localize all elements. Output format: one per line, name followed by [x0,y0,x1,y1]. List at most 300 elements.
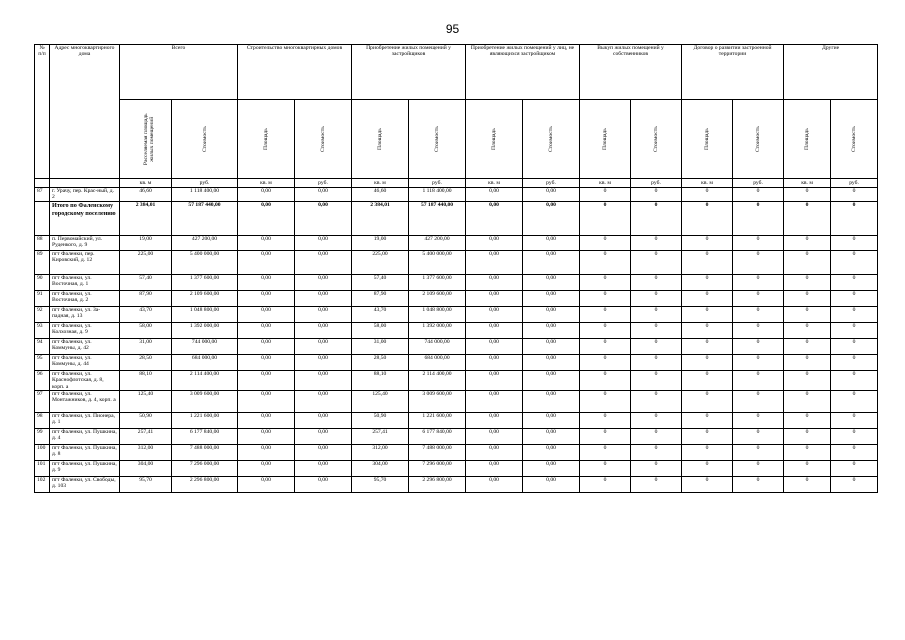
unit-cell: кв. м [120,179,172,188]
row-value-cell: 0,00 [295,323,352,339]
row-value-cell: 0 [682,307,733,323]
table-body [35,179,878,493]
row-value-cell: 0 [831,428,878,444]
row-value-cell: 0 [733,371,784,391]
row-value-cell: 0 [580,390,631,412]
row-value-cell: 0,00 [295,202,352,236]
row-index [35,202,50,236]
table-row [35,412,878,428]
subheader-area-text: Площадь [803,128,810,150]
row-value-cell: 0 [631,275,682,291]
row-value-cell: 43,70 [120,307,172,323]
row-value-cell: 0 [682,476,733,492]
row-value-cell: 0,00 [466,412,523,428]
row-value-cell: 0,00 [295,390,352,412]
subheader-cost [631,100,682,179]
row-index: 95 [35,355,50,371]
row-value-cell: 46,60 [352,188,409,202]
row-address: пгт Фаленки, ул. Восточная, д. 1 [50,275,120,291]
row-value-cell: 0 [733,390,784,412]
row-value-cell: 0,00 [238,291,295,307]
row-value-cell: 0 [784,428,831,444]
row-value-cell: 1 377 600,00 [172,275,238,291]
subheader-cost-text: Стоимость [652,126,659,152]
table-row [35,291,878,307]
row-value-cell: 6 177 840,00 [172,428,238,444]
row-value-cell: 0,00 [466,291,523,307]
row-value-cell: 0 [733,307,784,323]
row-value-cell: 0 [580,355,631,371]
row-value-cell: 684 000,00 [409,355,466,371]
unit-cell: руб. [523,179,580,188]
row-value-cell: 0 [682,428,733,444]
subheader-area [682,100,733,179]
row-value-cell: 0 [580,460,631,476]
row-value-cell: 0,00 [466,307,523,323]
row-value-cell: 0,00 [238,371,295,391]
subheader-area [580,100,631,179]
row-value-cell: 0 [784,236,831,251]
row-value-cell: 0,00 [523,188,580,202]
row-value-cell: 0 [580,275,631,291]
row-value-cell: 57,40 [352,275,409,291]
row-value-cell: 0 [733,355,784,371]
row-value-cell: 0 [784,323,831,339]
row-value-cell: 257,41 [352,428,409,444]
row-value-cell: 57 187 440,00 [409,202,466,236]
subheader-cost [523,100,580,179]
page-number: 95 [445,22,460,36]
row-value-cell: 0,00 [238,188,295,202]
row-value-cell: 0 [631,371,682,391]
header-row-groups [35,45,878,100]
row-value-cell: 2 296 800,00 [409,476,466,492]
row-value-cell: 0 [682,390,733,412]
row-value-cell: 0,00 [523,355,580,371]
row-value-cell: 0 [631,236,682,251]
row-value-cell: 2 114 400,00 [172,371,238,391]
unit-cell: руб. [295,179,352,188]
row-value-cell: 87,90 [352,291,409,307]
row-value-cell: 0,00 [295,460,352,476]
row-value-cell: 1 048 800,00 [172,307,238,323]
row-value-cell: 312,00 [120,444,172,460]
row-value-cell: 0 [784,412,831,428]
subheader-area-text: Площадь [262,128,269,150]
row-value-cell: 95,70 [120,476,172,492]
unit-cell: кв. м [580,179,631,188]
row-value-cell: 0 [631,476,682,492]
row-value-cell: 19,00 [352,236,409,251]
row-value-cell: 0 [580,202,631,236]
row-value-cell: 46,60 [120,188,172,202]
row-value-cell: 19,00 [120,236,172,251]
row-value-cell: 0 [733,428,784,444]
table-row [35,444,878,460]
row-value-cell: 50,90 [120,412,172,428]
row-index: 89 [35,251,50,275]
row-value-cell: 0,00 [523,291,580,307]
row-value-cell: 0 [580,371,631,391]
table-row [35,390,878,412]
row-value-cell: 2 296 800,00 [172,476,238,492]
row-value-cell: 0 [784,291,831,307]
row-index: 100 [35,444,50,460]
row-value-cell: 304,00 [120,460,172,476]
row-index: 94 [35,339,50,355]
units-row [35,179,878,188]
row-value-cell: 225,00 [120,251,172,275]
row-index: 91 [35,291,50,307]
row-value-cell: 0,00 [466,460,523,476]
row-value-cell: 1 048 800,00 [409,307,466,323]
row-address: пгт Фаленки, ул. За-падная, д. 13 [50,307,120,323]
row-value-cell: 3 009 600,00 [409,390,466,412]
row-value-cell: 0,00 [238,251,295,275]
row-value-cell: 0 [784,188,831,202]
row-value-cell: 1 392 000,00 [172,323,238,339]
row-value-cell: 7 488 000,00 [172,444,238,460]
row-value-cell: 0 [631,428,682,444]
header-group-buyout: Выкуп жилых помещений у собственников [580,45,682,100]
row-value-cell: 0 [580,476,631,492]
row-value-cell: 0 [580,428,631,444]
row-value-cell: 0,00 [295,412,352,428]
row-value-cell: 427 200,00 [172,236,238,251]
row-value-cell: 0,00 [466,339,523,355]
row-value-cell: 684 000,00 [172,355,238,371]
row-index: 97 [35,390,50,412]
subheader-cost [172,100,238,179]
row-value-cell: 0 [831,323,878,339]
subheader-cost-text: Стоимость [754,126,761,152]
row-value-cell: 0 [784,476,831,492]
header-group-development: Договор о развитии застроенной территории [682,45,784,100]
row-value-cell: 7 488 000,00 [409,444,466,460]
row-value-cell: 7 296 000,00 [172,460,238,476]
row-index: 101 [35,460,50,476]
row-index: 99 [35,428,50,444]
row-address: п. Первомайский, ул. Руденкого, д. 9 [50,236,120,251]
table-row [35,460,878,476]
row-value-cell: 0 [580,251,631,275]
row-value-cell: 744 000,00 [409,339,466,355]
row-value-cell: 0 [784,444,831,460]
row-value-cell: 0 [631,251,682,275]
resettlement-table [34,44,878,493]
row-value-cell: 88,10 [352,371,409,391]
row-value-cell: 0,00 [466,444,523,460]
row-value-cell: 0,00 [295,251,352,275]
subheader-total-area [120,100,172,179]
table-row [35,275,878,291]
row-value-cell: 0,00 [523,460,580,476]
row-value-cell: 0 [733,476,784,492]
table-row-total [35,202,878,236]
row-value-cell: 50,90 [352,412,409,428]
row-value-cell: 0,00 [238,444,295,460]
subheader-area-text: Площадь [601,128,608,150]
row-value-cell: 3 009 600,00 [172,390,238,412]
row-value-cell: 2 109 600,00 [172,291,238,307]
row-value-cell: 31,00 [352,339,409,355]
row-value-cell: 0 [831,444,878,460]
row-value-cell: 0 [733,291,784,307]
row-value-cell: 0 [682,339,733,355]
row-value-cell: 0 [631,412,682,428]
header-group-purchase-others: Приобретение жилых помещений у лиц, не являющихся застройщиком [466,45,580,100]
table-row [35,323,878,339]
row-value-cell: 0,00 [238,339,295,355]
row-value-cell: 0,00 [295,444,352,460]
row-value-cell: 0 [831,291,878,307]
row-value-cell: 58,00 [120,323,172,339]
row-value-cell: 0,00 [523,236,580,251]
row-value-cell: 0,00 [238,390,295,412]
row-value-cell: 0 [733,460,784,476]
row-value-cell: 31,00 [120,339,172,355]
unit-cell: кв. м [784,179,831,188]
row-value-cell: 57,40 [120,275,172,291]
row-value-cell: 0,00 [466,202,523,236]
table-row [35,371,878,391]
table-row [35,307,878,323]
row-value-cell: 0 [682,371,733,391]
row-value-cell: 0,00 [523,371,580,391]
row-address: пгт Фаленки, ул. Коммуны, д. 42 [50,339,120,355]
row-value-cell: 0,00 [466,428,523,444]
row-value-cell: 0 [784,355,831,371]
unit-cell: руб. [733,179,784,188]
row-value-cell: 0,00 [238,355,295,371]
row-address: г. Урачу, пер. Крас-ный, д. 2 [50,188,120,202]
row-value-cell: 0 [733,412,784,428]
row-value-cell: 95,70 [352,476,409,492]
row-value-cell: 0 [733,444,784,460]
row-value-cell: 0 [682,236,733,251]
row-value-cell: 1 377 600,00 [409,275,466,291]
subheader-cost-text: Стоимость [547,126,554,152]
table-row [35,251,878,275]
subheader-cost-text: Стоимость [201,126,208,152]
row-value-cell: 0,00 [466,251,523,275]
row-value-cell: 0 [631,307,682,323]
row-value-cell: 0,00 [523,275,580,291]
row-value-cell: 0 [580,412,631,428]
row-value-cell: 0 [580,307,631,323]
row-value-cell: 1 118 400,00 [172,188,238,202]
row-value-cell: 1 221 600,00 [409,412,466,428]
row-value-cell: 0 [831,236,878,251]
row-value-cell: 0 [631,323,682,339]
subheader-area-text: Площадь [490,128,497,150]
units-cell-blank [50,179,120,188]
row-value-cell: 0,00 [523,202,580,236]
row-value-cell: 0,00 [466,355,523,371]
row-value-cell: 0,00 [238,275,295,291]
row-value-cell: 0,00 [238,412,295,428]
row-value-cell: 57 187 440,00 [172,202,238,236]
row-value-cell: 0,00 [295,339,352,355]
row-value-cell: 0,00 [295,476,352,492]
row-value-cell: 0,00 [466,188,523,202]
row-value-cell: 0 [631,339,682,355]
subheader-cost [295,100,352,179]
row-value-cell: 0 [831,355,878,371]
row-value-cell: 0,00 [466,476,523,492]
row-value-cell: 257,41 [120,428,172,444]
row-value-cell: 0,00 [523,251,580,275]
row-value-cell: 0 [831,188,878,202]
subheader-cost-text: Стоимость [850,126,857,152]
header-group-construction: Строительство многоквартирных домов [238,45,352,100]
row-value-cell: 0,00 [523,323,580,339]
subheader-cost [409,100,466,179]
row-value-cell: 0 [831,476,878,492]
row-value-cell: 0 [784,390,831,412]
row-index: 87 [35,188,50,202]
subheader-cost [733,100,784,179]
row-address: пгт Фаленки, ул. Монтажников, д. 4, корп. а [50,390,120,412]
row-index: 93 [35,323,50,339]
row-value-cell: 304,00 [352,460,409,476]
row-value-cell: 0 [580,444,631,460]
row-value-cell: 5 400 000,00 [172,251,238,275]
row-address: пгт Фаленки, ул. Свободы, д. 103 [50,476,120,492]
row-value-cell: 0 [631,444,682,460]
unit-cell: руб. [631,179,682,188]
row-value-cell: 0 [784,275,831,291]
unit-cell: кв. м [352,179,409,188]
row-value-cell: 0 [784,460,831,476]
subheader-total-area-text: Расселяемая площадь жилых помещений [142,113,155,165]
row-index: 102 [35,476,50,492]
row-value-cell: 0,00 [295,291,352,307]
units-cell-blank [35,179,50,188]
row-value-cell: 0 [580,236,631,251]
row-value-cell: 1 221 600,00 [172,412,238,428]
row-value-cell: 0,00 [295,307,352,323]
row-value-cell: 0 [631,460,682,476]
row-value-cell: 0,00 [238,307,295,323]
subheader-cost-text: Стоимость [319,126,326,152]
unit-cell: руб. [172,179,238,188]
row-value-cell: 0 [831,307,878,323]
row-address: пгт Фаленки, ул. Пушкина, д. 4 [50,428,120,444]
row-value-cell: 225,00 [352,251,409,275]
row-value-cell: 0,00 [466,236,523,251]
row-index: 98 [35,412,50,428]
subheader-area [352,100,409,179]
row-value-cell: 427 200,00 [409,236,466,251]
row-value-cell: 0 [682,251,733,275]
unit-cell: руб. [831,179,878,188]
row-value-cell: 0 [682,444,733,460]
row-value-cell: 43,70 [352,307,409,323]
row-value-cell: 7 296 000,00 [409,460,466,476]
row-value-cell: 0 [631,390,682,412]
row-value-cell: 2 114 400,00 [409,371,466,391]
row-address: пгт Фаленки, ул. Коммуны, д. 44 [50,355,120,371]
subheader-area [466,100,523,179]
row-value-cell: 88,10 [120,371,172,391]
table-row [35,355,878,371]
header-group-other: Другие [784,45,878,100]
row-value-cell: 0 [631,355,682,371]
row-value-cell: 0,00 [466,323,523,339]
row-value-cell: 0 [631,202,682,236]
unit-cell: кв. м [466,179,523,188]
row-value-cell: 2 109 600,00 [409,291,466,307]
row-value-cell: 0 [831,339,878,355]
total-label: Итого по Фаленскому городскому поселению [50,202,120,236]
row-value-cell: 0 [682,412,733,428]
row-value-cell: 1 118 400,00 [409,188,466,202]
row-value-cell: 58,00 [352,323,409,339]
table-row [35,339,878,355]
row-value-cell: 0 [733,339,784,355]
row-value-cell: 0 [733,202,784,236]
header-row-subcolumns [35,100,878,179]
subheader-area-text: Площадь [376,128,383,150]
row-address: пгт Фаленки, ул. Краснофлотская, д. 8, корп. а [50,371,120,391]
row-value-cell: 28,50 [352,355,409,371]
subheader-area [238,100,295,179]
row-index: 90 [35,275,50,291]
row-value-cell: 0,00 [238,476,295,492]
row-value-cell: 0 [580,339,631,355]
table-row [35,476,878,492]
row-value-cell: 0 [733,188,784,202]
row-value-cell: 0 [831,371,878,391]
row-index: 96 [35,371,50,391]
row-value-cell: 0,00 [295,355,352,371]
row-value-cell: 0 [733,323,784,339]
row-value-cell: 0 [580,291,631,307]
row-value-cell: 0 [682,188,733,202]
row-value-cell: 0,00 [238,460,295,476]
row-value-cell: 0,00 [238,428,295,444]
row-value-cell: 0 [682,275,733,291]
header-group-total: Всего [120,45,238,100]
row-address: пгт Фаленки, ул. Пионера, д. 1 [50,412,120,428]
row-value-cell: 125,40 [120,390,172,412]
row-value-cell: 125,40 [352,390,409,412]
row-value-cell: 6 177 840,00 [409,428,466,444]
subheader-area [784,100,831,179]
unit-cell: кв. м [238,179,295,188]
row-value-cell: 0 [682,202,733,236]
header-group-purchase-developers: Приобретение жилых помещений у застройщиков [352,45,466,100]
unit-cell: кв. м [682,179,733,188]
row-value-cell: 0 [631,291,682,307]
row-value-cell: 0 [831,412,878,428]
row-value-cell: 0 [733,236,784,251]
row-value-cell: 0,00 [466,275,523,291]
header-idx: № п/п [35,45,50,179]
table-row [35,188,878,202]
row-value-cell: 0,00 [238,236,295,251]
row-value-cell: 0,00 [238,323,295,339]
row-value-cell: 0,00 [523,307,580,323]
row-address: пгт Фаленки, пер. Кировский, д. 12 [50,251,120,275]
row-value-cell: 0,00 [523,428,580,444]
row-value-cell: 87,90 [120,291,172,307]
row-value-cell: 5 400 000,00 [409,251,466,275]
row-value-cell: 0,00 [295,371,352,391]
row-value-cell: 0,00 [523,339,580,355]
row-value-cell: 0 [831,390,878,412]
